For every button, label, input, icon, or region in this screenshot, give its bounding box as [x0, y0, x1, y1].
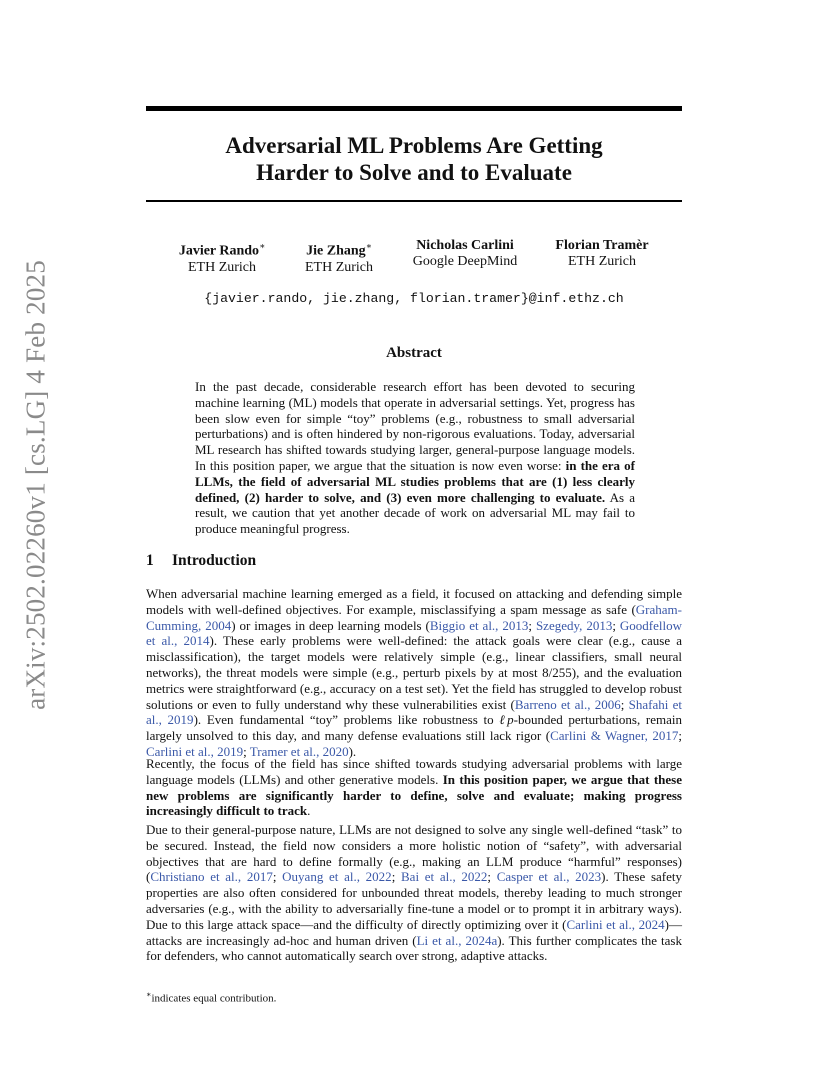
text: ). Even fundamental “toy” problems like robustness to [193, 712, 500, 728]
paper-title [146, 132, 682, 186]
author-affiliation: ETH Zurich [187, 259, 257, 275]
text: ; [528, 617, 536, 633]
author-name: Nicholas Carlini [416, 238, 514, 253]
author-emails: {javier.rando, jie.zhang, florian.tramer}@inf.ethz.ch [204, 291, 624, 306]
citation-link[interactable]: Graham-Cumming, 2004 [146, 601, 682, 633]
citation-link[interactable]: Szegedy, 2013 [535, 617, 613, 633]
lp-norm-symbol: ℓp [499, 712, 514, 728]
citation-link[interactable]: Barreno et al., 2006 [514, 696, 621, 712]
citation-link[interactable]: Ouyang et al., 2022 [282, 869, 392, 885]
citation-link[interactable]: Goodfellow et al., 2014 [146, 617, 682, 649]
text: Due to their general-purpose nature, LLMs are not designed to solve any single well-defined “task” to be secured. Instead, the field now considers a more holistic notion of “safety”, with adversarial objectives that are hard to define formally (e.g., making an LLM produce “harmful” responses) ( [146, 822, 682, 885]
arxiv-identifier: arXiv:2502.02260v1 [cs.LG] 4 Feb 2025 [20, 260, 51, 710]
text: ; [620, 696, 629, 712]
footnote-mark: ∗ [146, 990, 152, 999]
text: ). [348, 743, 357, 759]
abstract-text: In the past decade, considerable research effort has been devoted to securing machine learning (ML) models that operate in adversarial settings. Yet, progress has been slow even for simple “toy” problems (e.g., robustness to small adversarial perturbations) and is often hindered by non-rigorous evaluations. Today, adversarial ML research has shifted towards studying larger, general-purpose language models. In this position paper, we argue that the situation is now even worse: [195, 379, 635, 473]
text: Recently, the focus of the field has since shifted towards studying adversarial problems with large language models (LLMs) and other generative models. [146, 756, 682, 787]
abstract-heading: Abstract [386, 345, 442, 361]
citation-link[interactable]: Shafahi et al., 2019 [146, 696, 682, 728]
citation-link[interactable]: Li et al., 2024a [416, 932, 498, 948]
text: ). These safety properties are also often considered for unbounded threat models, thereby leading to much stronger adversaries (e.g., with the ability to adversarially fine-tune a model or to prompt it in arbitrary ways). Due to this large attack space—and the difficulty of directly optimizing over it ( [146, 869, 682, 932]
text: ; [612, 617, 620, 633]
author-name: Jie Zhang [306, 243, 366, 259]
position-claim: In this position paper, we argue that these new problems are significantly harder to define, solve and evaluate; making progress increasingly difficult to track [146, 771, 682, 819]
text: ). This further complicates the task for defenders, who cannot automatically search over strong, adaptive attacks. [146, 932, 682, 964]
citation-link[interactable]: Christiano et al., 2017 [150, 869, 273, 885]
author-4 [555, 238, 648, 270]
text: When adversarial machine learning emerged as a field, it focused on attacking and defending simple models with well-defined objectives. For example, misclassifying a spam message as safe ( [146, 586, 682, 617]
equal-contribution-mark: ∗ [365, 241, 372, 251]
title-bottom-rule [146, 200, 682, 202]
intro-paragraph-3 [146, 822, 682, 964]
intro-paragraph-2 [146, 756, 682, 819]
intro-paragraph-1 [146, 586, 682, 760]
footnote [146, 990, 276, 1005]
author-3 [413, 238, 518, 270]
title-top-rule [146, 106, 682, 111]
equal-contribution-mark: ∗ [259, 241, 266, 251]
citation-link[interactable]: Biggio et al., 2013 [429, 617, 529, 633]
section-heading [146, 552, 256, 570]
title-line-1: Adversarial ML Problems Are Getting [225, 133, 603, 158]
citation-link[interactable]: Bai et al., 2022 [401, 869, 488, 885]
abstract-bold-claim: in the era of LLMs, the field of adversarial ML studies problems that are (1) less clearly defined, (2) harder to solve, and (3) even more challenging to evaluate. [195, 457, 635, 505]
citation-link[interactable]: Carlini et al., 2019 [146, 743, 244, 759]
citation-link[interactable]: Casper et al., 2023 [496, 869, 602, 885]
text: ; [272, 869, 283, 885]
footnote-text: indicates equal contribution. [151, 992, 277, 1005]
text: ). These early problems were well-defined: the attack goals were clear (e.g., cause a misclassification), the target models were relatively simple (e.g., linear classifiers, small neural networks), the threat models were simple (e.g., perturb pixels by at most 8/255), and the evaluation metrics were straightforward (e.g., accuracy on a test set). Yet the field has struggled to develop robust solutions or even to fully understand why these vulnerabilities exist ( [146, 633, 682, 712]
text: ; [487, 869, 497, 885]
author-2 [305, 238, 373, 276]
text: ; [391, 869, 401, 885]
author-affiliation: ETH Zurich [304, 259, 374, 275]
author-affiliation: Google DeepMind [412, 254, 518, 269]
title-line-2: Harder to Solve and to Evaluate [256, 160, 572, 185]
author-name: Javier Rando [178, 243, 260, 259]
abstract-body [195, 379, 635, 537]
section-number: 1 [146, 552, 154, 569]
text: -bounded perturbations, remain largely unsolved to this day, and many defense evaluations still lack rigor ( [146, 712, 682, 744]
author-affiliation: ETH Zurich [567, 254, 637, 269]
citation-link[interactable]: Carlini et al., 2024 [566, 916, 665, 932]
author-1 [179, 238, 265, 276]
citation-link[interactable]: Carlini & Wagner, 2017 [550, 728, 679, 744]
abstract-text-end: As a result, we caution that yet another decade of work on adversarial ML may fail to produce meaningful progress. [195, 489, 636, 537]
citation-link[interactable]: Tramer et al., 2020 [249, 743, 349, 759]
text: ; [678, 728, 683, 744]
author-name: Florian Tramèr [555, 238, 649, 253]
section-title: Introduction [172, 552, 257, 569]
text: ) or images in deep learning models ( [231, 617, 430, 633]
text: )—attacks are increasingly ad-hoc and human driven ( [146, 916, 682, 948]
text: ; [243, 743, 250, 759]
text: . [307, 803, 311, 819]
